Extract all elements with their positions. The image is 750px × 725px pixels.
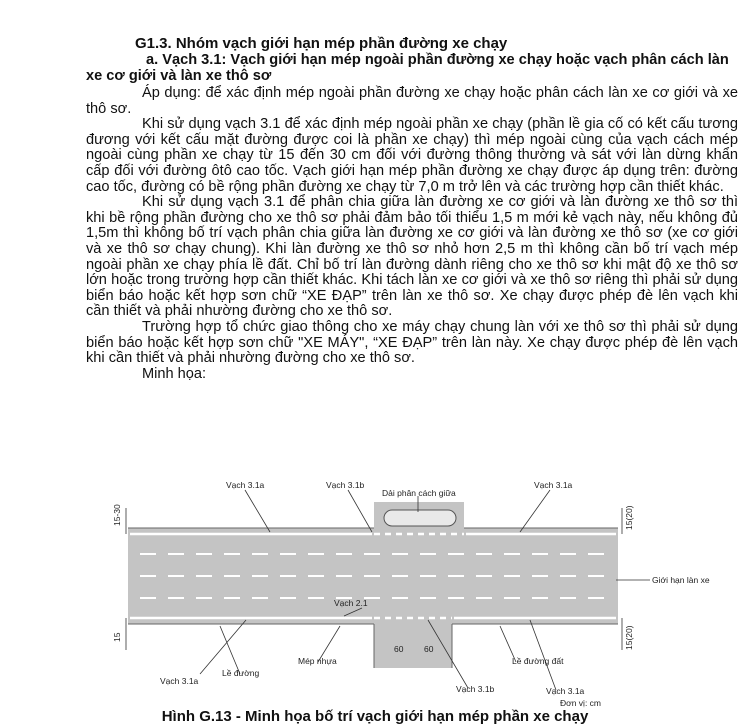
label-dim-left-top: 15-30 (112, 504, 122, 526)
label-dim-60b: 60 (424, 644, 434, 654)
label-dim-right-top: 15(20) (624, 505, 634, 530)
label-don-vi: Đơn vị: cm (560, 698, 601, 708)
label-vach31a-bottom-left: Vạch 3.1a (160, 676, 199, 686)
label-dim-right-bottom: 15(20) (624, 625, 634, 650)
label-vach31a-top-left: Vạch 3.1a (226, 480, 265, 490)
subsection-heading-text: a. Vạch 3.1: Vạch giới hạn mép ngoài phần đường xe chạy hoặc vạch phân cách làn xe cơ giới và làn xe thô sơ (86, 52, 729, 84)
label-le-duong-dat: Lề đường đất (512, 656, 564, 666)
label-gioi-han-lan-xe: Giới hạn làn xe (652, 575, 710, 585)
median-island (384, 510, 456, 526)
label-dai-phan-cach: Dải phân cách giữa (382, 488, 456, 498)
paragraph-phan-chia: Khi sử dụng vạch 3.1 để phân chia giữa làn đường xe cơ giới và làn đường xe thô sơ thì khi bề rộng phần đường cho xe thô sơ phải đảm bảo tối thiểu 1,5 m mới kẻ vạch này, nếu không đủ 1,5m thì không bố trí vạch phân chia giữa làn đường xe cơ giới và làn đường xe thô sơ (xe cơ giới và xe thô sơ chạy chung). Khi làn đường xe thô sơ nhỏ hơn 2,5 m thì không cần bố trí vạch mép ngoài phần xe chạy phía lề đất. Chỉ bố trí làn đường dành riêng cho xe thô sơ khi mật độ xe thô sơ lớn hoặc trong trường hợp cần thiết khác. Khi tách làn xe cơ giới và xe thô sơ riêng thì phải sử dụng biển báo hoặc kết hợp sơn chữ “XE ĐẠP” trên làn xe thô sơ. Xe chạy được phép đè lên vạch khi cần thiết và phải nhường đường cho xe thô sơ. (86, 194, 738, 320)
subsection-heading (86, 52, 736, 84)
label-vach31b-bottom: Vạch 3.1b (456, 684, 495, 694)
label-dim-left-bottom: 15 (112, 632, 122, 642)
label-vach31a-top-right: Vạch 3.1a (534, 480, 573, 490)
paragraph-mep-ngoai: Khi sử dụng vạch 3.1 để xác định mép ngoài phần xe chạy (phần lề gia cố có kết cấu tương đương với kết cấu mặt đường được coi là phần xe chạy) thì mép ngoài cùng của vạch cách mép ngoài cùng phần xe chạy từ 15 đến 30 cm đối với đường thông thường và sát với làn dừng khẩn cấp đối với đường ôtô cao tốc. Vạch giới hạn mép phần đường xe chạy được áp dụng trên: đường cao tốc, đường có bề rộng phần đường xe chạy từ 7,0 m trở lên và các trường hợp cần thiết khác. (86, 116, 738, 195)
label-mep-nhua: Mép nhựa (298, 656, 337, 666)
label-vach31b-top: Vạch 3.1b (326, 480, 365, 490)
road-marking-figure (0, 478, 750, 708)
label-vach21: Vạch 2.1 (334, 598, 368, 608)
paragraph-minh-hoa: Minh họa: (142, 365, 207, 382)
figure-caption: Hình G.13 - Minh họa bố trí vạch giới hạn mép phần xe chạy (161, 708, 589, 725)
road-stub-bottom (374, 618, 452, 668)
label-le-duong: Lề đường (222, 668, 260, 678)
label-vach31a-bottom-right: Vạch 3.1a (546, 686, 585, 696)
label-dim-60a: 60 (394, 644, 404, 654)
section-heading: G1.3. Nhóm vạch giới hạn mép phần đường xe chạy (135, 35, 508, 52)
paragraph-ap-dung: Áp dụng: để xác định mép ngoài phần đường xe chạy hoặc phân cách làn xe cơ giới và xe thô sơ. (86, 85, 738, 117)
paragraph-xe-may: Trường hợp tổ chức giao thông cho xe máy chạy chung làn với xe thô sơ thì phải sử dụng biển báo hoặc kết hợp sơn chữ "XE MÁY", “XE ĐẠP” trên làn này. Xe chạy được phép đè lên vạch khi cần thiết và phải nhường đường cho xe thô sơ. (86, 318, 738, 367)
body-text (86, 86, 738, 382)
